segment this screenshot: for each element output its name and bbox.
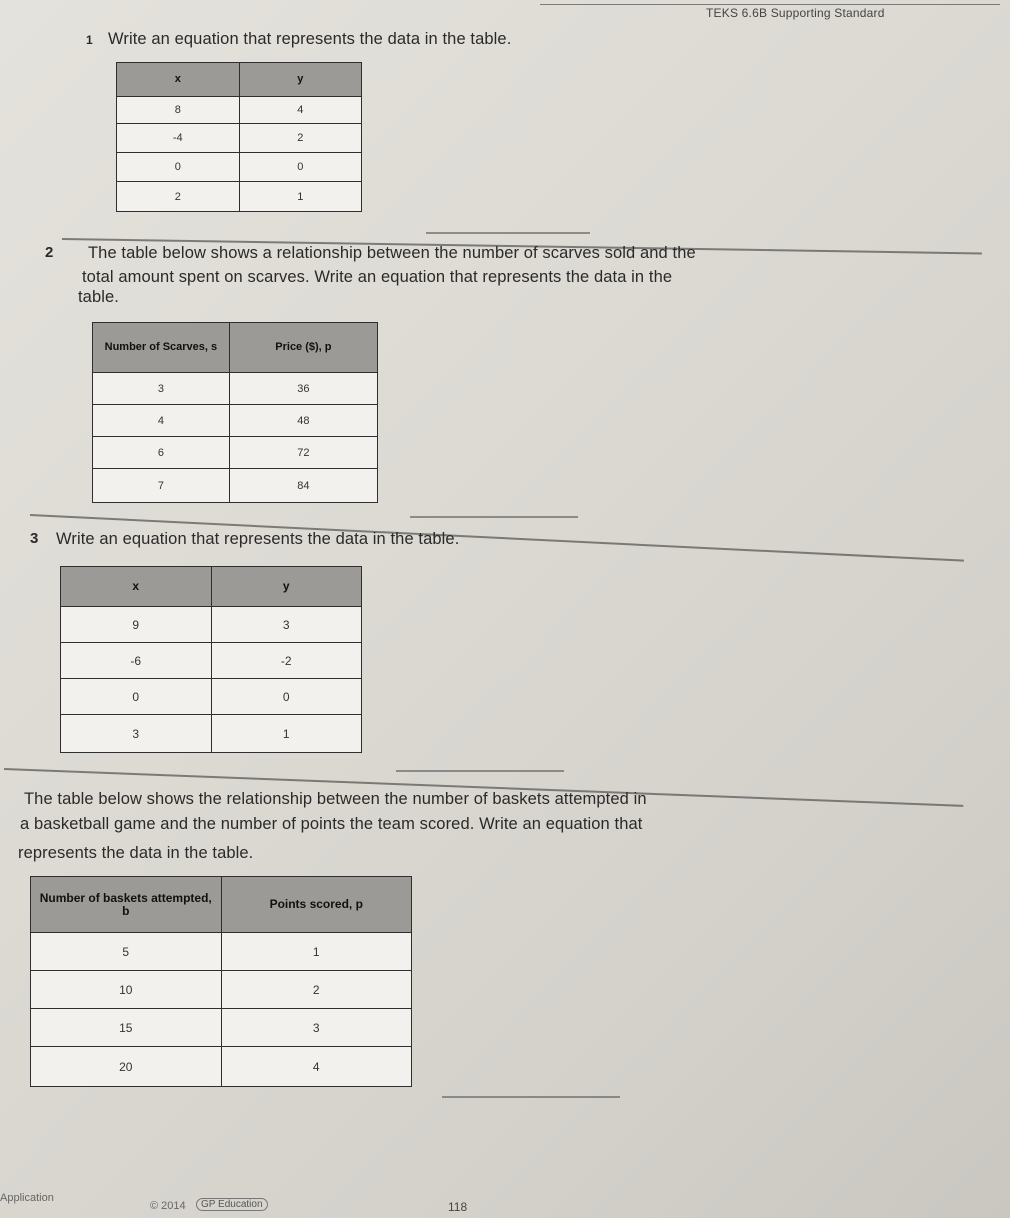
table-cell: 4 [239,97,362,124]
table-cell: 0 [61,679,212,715]
question-4-answer-line[interactable] [442,1096,620,1098]
question-4-table [30,876,412,1087]
question-2-number: 2 [45,244,54,261]
table-cell: 1 [211,715,362,753]
question-3-answer-line[interactable] [396,770,564,772]
table-cell: 4 [93,405,230,437]
question-3-number: 3 [30,530,39,547]
question-2-table [92,322,378,503]
table-header: Points scored, p [221,877,412,933]
table-cell: 3 [93,373,230,405]
question-2-answer-line[interactable] [410,516,578,518]
table-cell: 2 [221,971,412,1009]
table-cell: 20 [31,1047,222,1087]
publisher-logo: GP Education [196,1198,268,1211]
table-header: x [61,567,212,607]
table-cell: 1 [239,182,362,212]
table-cell: -6 [61,643,212,679]
table-header: y [211,567,362,607]
table-cell: 4 [221,1047,412,1087]
question-2-text-line-2: total amount spent on scarves. Write an equation that represents the data in the [82,268,673,286]
question-1-text: Write an equation that represents the data in the table. [108,30,512,48]
question-3-text: Write an equation that represents the data in the table. [56,530,460,548]
table-cell: 6 [93,437,230,469]
table-cell: -2 [211,643,362,679]
table-cell: 0 [117,153,240,182]
table-cell: 2 [117,182,240,212]
table-cell: 3 [211,607,362,643]
table-cell: 0 [239,153,362,182]
table-cell: 8 [117,97,240,124]
footer-copyright: © 2014 [150,1200,186,1212]
table-cell: 84 [229,469,377,503]
question-4-text-line-3: represents the data in the table. [18,844,254,862]
question-4-text-line-1: The table below shows the relationship between the number of baskets attempted in [24,790,647,808]
standard-header: TEKS 6.6B Supporting Standard [706,6,885,20]
question-3-table [60,566,362,753]
table-cell: 48 [229,405,377,437]
table-cell: 10 [31,971,222,1009]
table-cell: 3 [221,1009,412,1047]
question-1-number: 1 [86,33,93,47]
table-cell: 2 [239,124,362,153]
table-header: Number of baskets attempted, b [31,877,222,933]
footer-application-label: Application [0,1192,54,1204]
table-header: Price ($), p [229,323,377,373]
question-2-text-line-1: The table below shows a relationship between the number of scarves sold and the [88,244,696,262]
question-1-table [116,62,362,212]
table-cell: 5 [31,933,222,971]
table-cell: 72 [229,437,377,469]
table-header: y [239,63,362,97]
page-number: 118 [448,1200,468,1214]
table-cell: -4 [117,124,240,153]
table-cell: 9 [61,607,212,643]
table-cell: 15 [31,1009,222,1047]
question-1-answer-line[interactable] [426,232,590,234]
table-cell: 3 [61,715,212,753]
table-cell: 36 [229,373,377,405]
table-header: x [117,63,240,97]
table-cell: 7 [93,469,230,503]
question-2-text-line-3: table. [78,288,119,306]
header-rule [540,4,1000,5]
table-cell: 0 [211,679,362,715]
table-header: Number of Scarves, s [93,323,230,373]
question-4-text-line-2: a basketball game and the number of points the team scored. Write an equation that [20,815,643,833]
table-cell: 1 [221,933,412,971]
